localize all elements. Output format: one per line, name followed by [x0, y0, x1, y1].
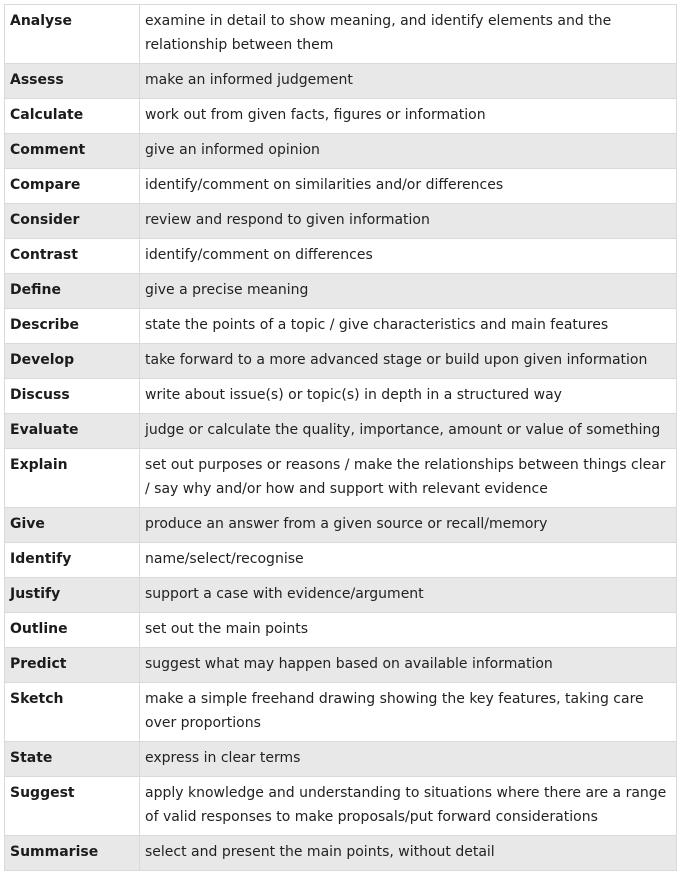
table-row	[5, 449, 677, 508]
table-row	[5, 508, 677, 543]
definition-cell: express in clear terms	[140, 742, 677, 777]
table-row	[5, 99, 677, 134]
table-row	[5, 64, 677, 99]
definition-cell: work out from given facts, figures or information	[140, 99, 677, 134]
definition-cell: set out the main points	[140, 613, 677, 648]
table-row	[5, 5, 677, 64]
term-cell: Identify	[5, 543, 140, 578]
term-cell: Suggest	[5, 777, 140, 836]
term-cell: Compare	[5, 169, 140, 204]
term-cell: Summarise	[5, 836, 140, 871]
definition-cell: select and present the main points, without detail	[140, 836, 677, 871]
term-cell: Consider	[5, 204, 140, 239]
definition-cell: name/select/recognise	[140, 543, 677, 578]
term-cell: Assess	[5, 64, 140, 99]
table-body	[5, 5, 677, 871]
table-row	[5, 836, 677, 871]
table-row	[5, 777, 677, 836]
definition-cell: give an informed opinion	[140, 134, 677, 169]
definition-cell: review and respond to given information	[140, 204, 677, 239]
table-row	[5, 379, 677, 414]
term-cell: Predict	[5, 648, 140, 683]
term-cell: Discuss	[5, 379, 140, 414]
table-row	[5, 309, 677, 344]
term-cell: Explain	[5, 449, 140, 508]
term-cell: Analyse	[5, 5, 140, 64]
definition-cell: write about issue(s) or topic(s) in depth in a structured way	[140, 379, 677, 414]
table-row	[5, 578, 677, 613]
term-cell: Define	[5, 274, 140, 309]
definition-cell: identify/comment on differences	[140, 239, 677, 274]
term-cell: Evaluate	[5, 414, 140, 449]
table-row	[5, 344, 677, 379]
definition-cell: make a simple freehand drawing showing the key features, taking care over proportions	[140, 683, 677, 742]
definition-cell: suggest what may happen based on available information	[140, 648, 677, 683]
table-row	[5, 648, 677, 683]
table-row	[5, 543, 677, 578]
table-row	[5, 204, 677, 239]
term-cell: Develop	[5, 344, 140, 379]
definition-cell: make an informed judgement	[140, 64, 677, 99]
definition-cell: give a precise meaning	[140, 274, 677, 309]
table-row	[5, 742, 677, 777]
term-cell: State	[5, 742, 140, 777]
table-row	[5, 134, 677, 169]
term-cell: Describe	[5, 309, 140, 344]
definition-cell: take forward to a more advanced stage or build upon given information	[140, 344, 677, 379]
term-cell: Calculate	[5, 99, 140, 134]
table-row	[5, 683, 677, 742]
table-row	[5, 239, 677, 274]
term-cell: Comment	[5, 134, 140, 169]
definition-cell: identify/comment on similarities and/or differences	[140, 169, 677, 204]
definition-cell: apply knowledge and understanding to situations where there are a range of valid responses to make proposals/put forward considerations	[140, 777, 677, 836]
table-row	[5, 169, 677, 204]
definition-cell: state the points of a topic / give characteristics and main features	[140, 309, 677, 344]
table-row	[5, 274, 677, 309]
definition-cell: examine in detail to show meaning, and identify elements and the relationship between them	[140, 5, 677, 64]
term-cell: Outline	[5, 613, 140, 648]
table-row	[5, 414, 677, 449]
term-cell: Contrast	[5, 239, 140, 274]
definition-cell: judge or calculate the quality, importance, amount or value of something	[140, 414, 677, 449]
term-cell: Sketch	[5, 683, 140, 742]
definition-cell: produce an answer from a given source or recall/memory	[140, 508, 677, 543]
table-row	[5, 613, 677, 648]
term-cell: Justify	[5, 578, 140, 613]
definition-cell: set out purposes or reasons / make the relationships between things clear / say why and/or how and support with relevant evidence	[140, 449, 677, 508]
definition-cell: support a case with evidence/argument	[140, 578, 677, 613]
term-cell: Give	[5, 508, 140, 543]
command-words-table	[4, 4, 677, 871]
